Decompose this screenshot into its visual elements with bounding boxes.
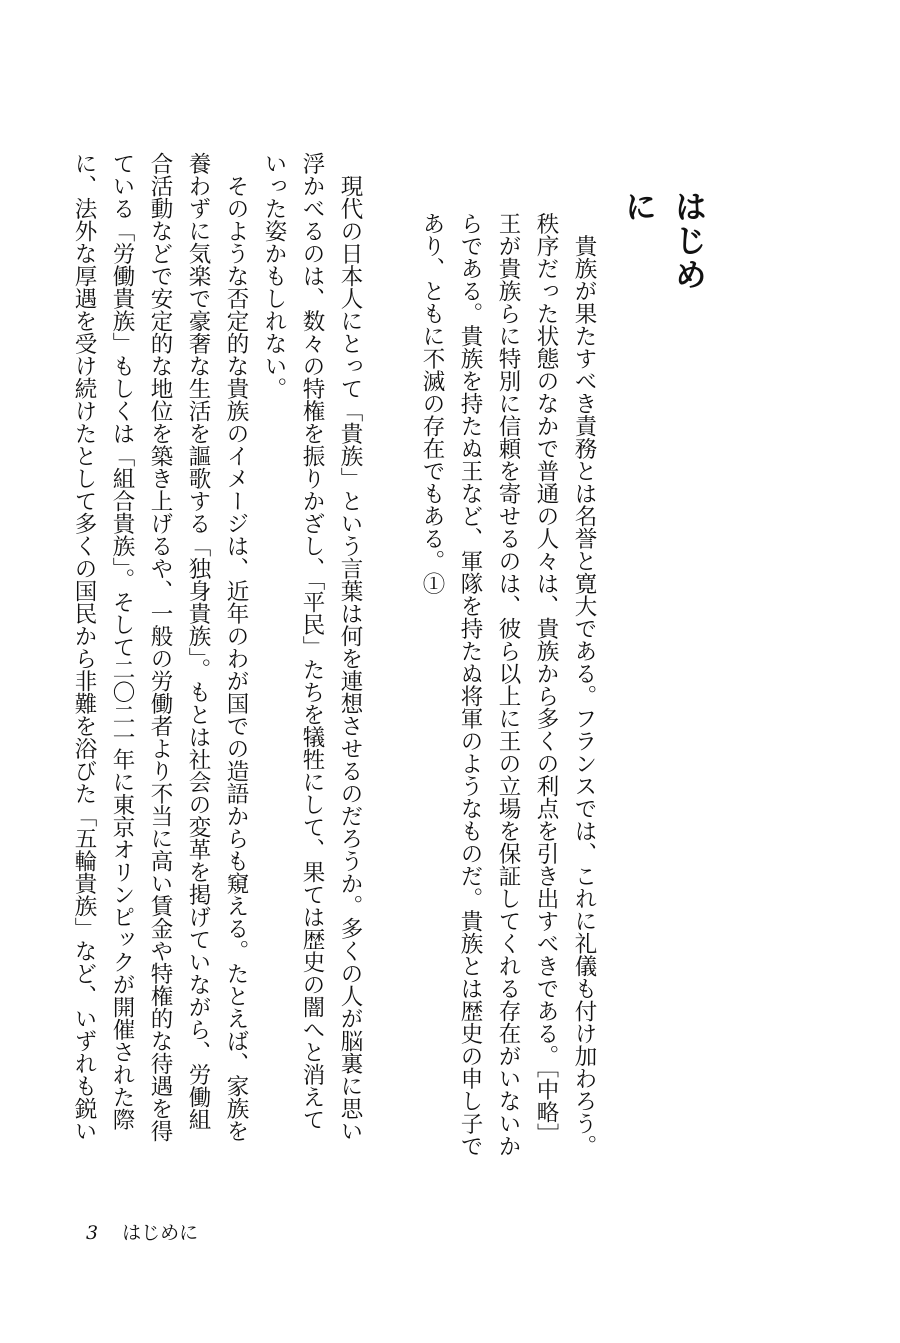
body-line-1: 現代の日本人にとって「貴族」という言葉は何を連想させるのだろうか。多くの人が脳裏に思い <box>337 152 363 1142</box>
body-line-5: 養わずに気楽で豪奢な生活を謳歌する「独身貴族」。もとは社会の変革を掲げていながら、労働組 <box>185 152 211 1131</box>
body-line-3: いった姿かもしれない。 <box>261 152 287 400</box>
quote-line-4: らである。貴族を持たぬ王など、軍隊を持たぬ将軍のようなものだ。貴族とは歴史の申し子で <box>457 212 483 1157</box>
quote-line-1: 貴族が果たすべき責務とは名誉と寛大である。フランスでは、これに礼儀も付け加わろう。 <box>571 212 597 1157</box>
quote-line-3: 王が貴族らに特別に信頼を寄せるのは、彼ら以上に王の立場を保証してくれる存在がいないか <box>495 212 521 1157</box>
body-line-4: そのような否定的な貴族のイメージは、近年のわが国での造語からも窺える。たとえば、家族を <box>223 152 249 1142</box>
body-line-7: ている「労働貴族」もしくは「組合貴族」。そして二〇二一年に東京オリンピックが開催された際 <box>109 152 135 1131</box>
body-line-8: に、法外な厚遇を受け続けたとして多くの国民から非難を浴びた「五輪貴族」など、いずれも鋭い <box>71 152 97 1142</box>
quote-line-5: あり、ともに不滅の存在でもある。① <box>419 212 445 595</box>
quote-line-2: 秩序だった状態のなかで普通の人々は、貴族から多くの利点を引き出すべきである。［中略］ <box>533 212 559 1146</box>
page-footer <box>86 1218 198 1245</box>
running-title: はじめに <box>122 1222 199 1244</box>
page-number: 3 <box>86 1222 99 1244</box>
body-line-6: 合活動などで安定的な地位を築き上げるや、一般の労働者より不当に高い賃金や特権的な待遇を得 <box>147 152 173 1142</box>
chapter-heading: はじめに <box>620 190 708 292</box>
body-line-2: 浮かべるのは、数々の特権を振りかざし、「平民」たちを犠牲にして、果ては歴史の闇へと消えて <box>299 152 325 1131</box>
